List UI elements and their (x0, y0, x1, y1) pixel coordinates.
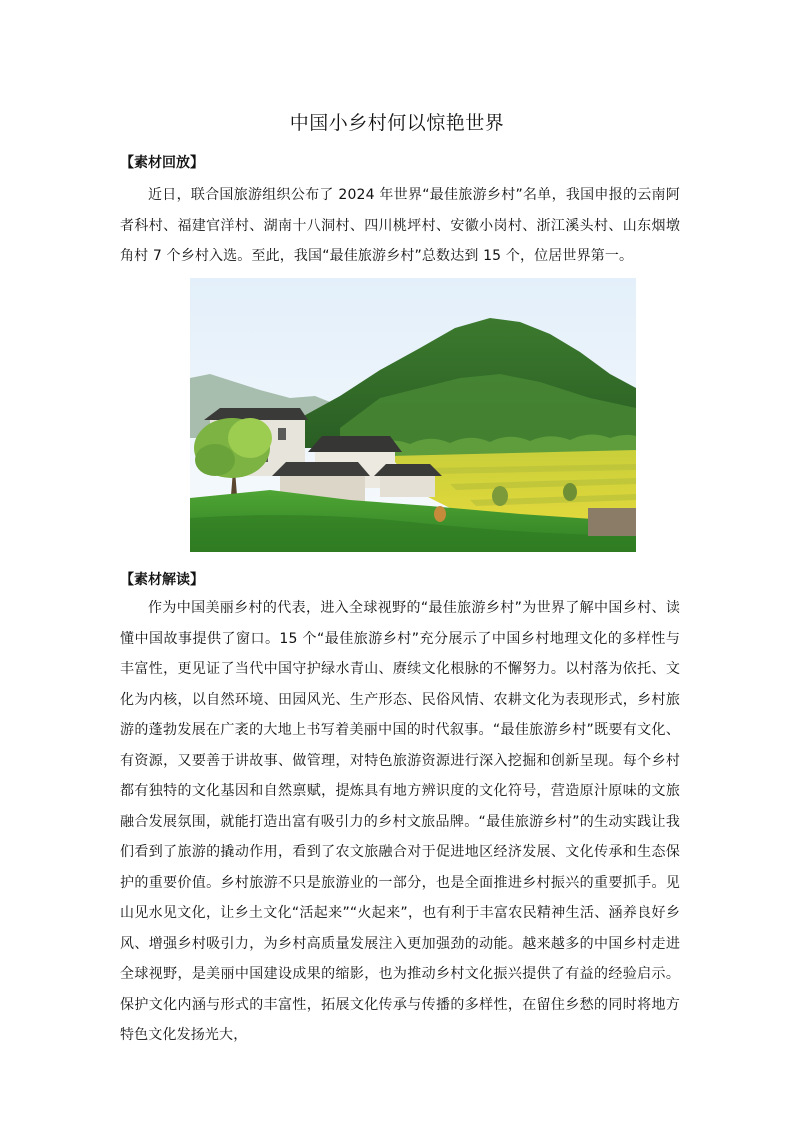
window (278, 428, 286, 440)
field-tree (492, 486, 508, 506)
tall-house-roof (204, 408, 308, 420)
section-review-paragraph: 近日，联合国旅游组织公布了 2024 年世界“最佳旅游乡村”名单，我国申报的云南阿者科村、福建官洋村、湖南十八洞村、四川桃坪村、安徽小岗村、浙江溪头村、山东烟墩角村 7 个乡村入选。至此，我国“最佳旅游乡村”总数达到 15 个，位居世界第一。 (120, 187, 680, 264)
section-analysis-paragraph: 作为中国美丽乡村的代表，进入全球视野的“最佳旅游乡村”为世界了解中国乡村、读懂中国故事提供了窗口。15 个“最佳旅游乡村”充分展示了中国乡村地理文化的多样性与丰富性，更见证了当代中国守护绿水青山、赓续文化根脉的不懈努力。以村落为依托、文化为内核，以自然环境、田园风光、生产形态、民俗风情、农耕文化为表现形式，乡村旅游的蓬勃发展在广袤的大地上书写着美丽中国的时代叙事。“最佳旅游乡村”既要有文化、有资源，又要善于讲故事、做管理，对特色旅游资源进行深入挖掘和创新呈现。每个乡村都有独特的文化基因和自然禀赋，提炼具有地方辨识度的文化符号，营造原汁原味的文旅融合发展氛围，就能打造出富有吸引力的乡村文旅品牌。“最佳旅游乡村”的生动实践让我们看到了旅游的撬动作用，看到了农文旅融合对于促进地区经济发展、文化传承和生态保护的重要价值。乡村旅游不只是旅游业的一部分，也是全面推进乡村振兴的重要抓手。见山见水见文化，让乡土文化“活起来”“火起来”，也有利于丰富农民精神生活、涵养良好乡风、增强乡村吸引力，为乡村高质量发展注入更加强劲的动能。越来越多的中国乡村走进全球视野，是美丽中国建设成果的缩影，也为推动乡村文化振兴提供了有益的经验启示。保护文化内涵与形式的丰富性，拓展文化传承与传播的多样性，在留住乡愁的同时将地方特色文化发扬光大， (120, 600, 680, 1043)
section-heading-analysis: 【素材解读】 (120, 572, 204, 588)
side-house-wall (380, 473, 435, 497)
tree-canopy (228, 418, 272, 458)
tree-canopy (195, 444, 235, 476)
document-title: 中国小乡村何以惊艳世界 (289, 112, 505, 134)
field-tree (563, 483, 577, 501)
woodpile (588, 508, 636, 536)
lower-house-roof (272, 462, 370, 476)
middle-house-roof (308, 436, 402, 452)
field-shrub (434, 506, 446, 522)
village-landscape-illustration (190, 278, 636, 552)
section-heading-review: 【素材回放】 (120, 155, 204, 171)
side-house-roof (374, 464, 442, 476)
village-landscape-photo (190, 278, 636, 552)
